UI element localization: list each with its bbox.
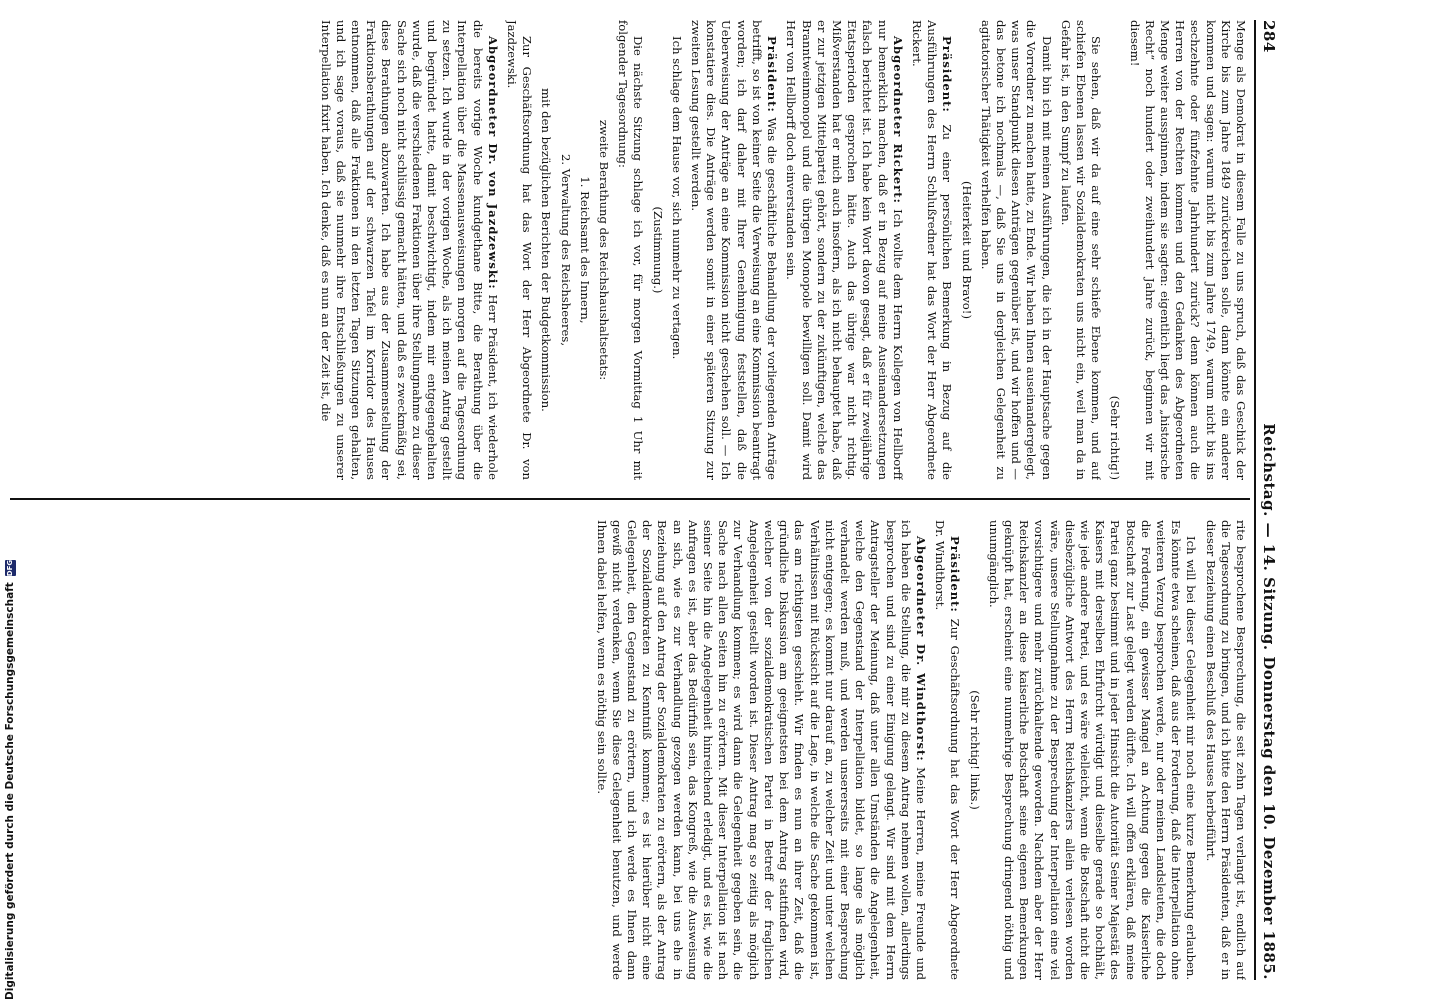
speech-text: Ich wollte dem Herrn Kollegen von Hellborff nur bemerklich machen, daß er in Bezug auf meine Auseinandersetzungen falsch berichtet ist. Ich habe kein Wort davon gesagt, daß er für zweijährige Etatsperioden gesprochen hätte. Auch das übrige war nicht richtig. Mißverstanden hat er mich auch insofern, als ich nicht behauptet habe, daß er zur jetzigen Mittelpartei gehört, sondern zu der zukünftigen, welche das Branntweinmonopol und die übrigen Monopole bewilligen soll. Damit wird Herr von Hellborff doch einverstanden sein. [784, 20, 905, 480]
speaker: Präsident: [765, 36, 780, 113]
speech [909, 20, 955, 480]
speech-text: Zu einer persönlichen Bemerkung in Bezug auf die Ausführungen des Herrn Schlußredner hat das Wort der Herr Abgeordnete Rickert. [909, 20, 955, 480]
digitization-credit [2, 559, 18, 1000]
paragraph: Menge als Demokrat in diesem Falle zu uns spruch, daß das Geschick der Kirche bis zum Jahre 1849 zurückreichen solle, dann könnte ein anderer kommen und sagen: warum nicht bis zum Jahre 1749, warum nicht bis ins sechzehnte oder fünfzehnte Jahrhundert zurück? denn können auch die Herren von der Rechten kommen und den Gedanken des Abgeordneten Menge weiter ausspinnen, indem sie sagten: eigentlich liegt das „historische Recht“ noch hundert oder zweihundert Jahre zurück, beginnen wir mit diesem! [1127, 20, 1248, 480]
paragraph: rite besprochene Besprechung, die seit zehn Tagen verlangt ist, endlich auf die Tagesordnung zu bringen, und ich bitte den Herrn Präsidenten, daß er in dieser Beziehung einen Beschluß des Hauses herbeiführt. [1203, 520, 1248, 980]
dfg-logo-icon: DFG [5, 559, 14, 577]
agenda-item: zweite Berathung des Reichshaushaltsetats: [597, 119, 612, 381]
speech-text: Herr Präsident, ich wiederhole die bereits vorige Woche kundgethane Bitte, die Berathung über die Interpellation über die Massenausweisungen morgen auf die Tagesordnung zu setzen. Ich wurde in der vorigen Woche, als ich meinen Antrag gestellt und begründet hatte, damit beschwichtigt, indem mir entgegengehalten wurde, daß die verschiedenen Fraktionen über ihre Stellungnahme zu dieser Sache sich noch nicht schlüssig gemacht hätten, und daß es zweckmäßig sei, diese Berathungen abzuwarten. Ich habe aus der Zusammenstellung der Fraktionsberathungen auf der schwarzen Tafel im Korridor des Hauses entnommen, daß alle Fraktionen in den letzten Tagen Sitzungen gehalten, und ich sage voraus, daß sie nunmehr ihre Entschließungen zu unserer Interpellation fixirt haben. Ich denke, daß es nun an der Zeit ist, die [318, 20, 500, 480]
interjection: (Sehr richtig!) [1108, 395, 1123, 480]
paragraph: Sie sehen, daß wir da auf eine sehr schiefe Ebene kommen, und auf schiefen Ebenen lassen wir Sozialdemokraten uns nicht ein, weil man da in Gefahr ist, in den Sumpf zu laufen. [1058, 20, 1104, 480]
paragraph: Damit bin ich mit meinen Ausführungen, die ich in der Hauptsache gegen die Vorredner zu machen hatte, zu Ende. Wir haben Ihnen auseinandergelegt, was unser Standpunkt diesen Anträgen gegenüber ist, und wir hoffen und — das betone ich nochmals —, daß Sie uns in dergleichen Gelegenheit zu agitatorischer Thätigkeit verhelfen haben. [978, 20, 1054, 480]
page-number: 284 [1260, 20, 1278, 53]
agenda-item: 2. Verwaltung des Reichsheeres, [558, 153, 573, 347]
agenda-item: mit den bezüglichen Berichten der Budgetkommission. [539, 88, 554, 412]
speaker: Präsident: [948, 536, 963, 613]
speech [593, 520, 927, 980]
credit-text: Digitalisierung gefördert durch die Deutsche Forschungsgemeinschaft [4, 582, 16, 1000]
speech [783, 20, 905, 480]
interjection: (Sehr richtig! links.) [967, 690, 982, 810]
speech-text: Was die geschäftliche Behandlung der vorliegenden Anträge betrifft, so ist von keiner Seite die Verweisung an eine Kommission beantragt worden; ich darf daher mit Ihrer Genehmigung feststellen, daß die Ueberweisung der Anträge an eine Kommission nicht geschehen soll. — Ich konstatiere dies. Die Anträge werden somit in einer späteren Sitzung zur zweiten Lesung gestellt werden. [689, 20, 780, 480]
header-rule [1254, 20, 1256, 980]
paragraph: Ich will bei dieser Gelegenheit mir noch eine kurze Bemerkung erlauben. Es könnte etwa scheinen, daß aus der Forderung, daß die Interpellation ohne weiteren Verzug besprochen werde, nur oder meinen Landsleuten, die doch die Forderung, ein gewisser Mangel an Achtung gegen die Kaiserliche Botschaft zur Last gelegt werden dürfte. Ich will offen erklären, daß meine Partei ganz bestimmt und in jeder Hinsicht die Autorität Seiner Majestät des Kaisers mit derselben Ehrfurcht würdigt und dieselbe gerade so hochhält, wie jede andere Partei, und es wäre vielleicht, wenn die Botschaft nicht die diesbezügliche Antwort des Herrn Reichskanzlers allein verlesen worden wäre, unsere Stellungnahme zu der Besprechung der Interpellation eine viel vorsichtigere und mehr zurückhaltende geworden. Nachdem aber der Herr Reichskanzler an diese kaiserliche Botschaft seine eigenen Bemerkungen geknüpft hat, erscheint eine nunmehrige Besprechung dringend nöthig und unumgänglich. [986, 520, 1199, 980]
paragraph: Die nächste Sitzung schlage ich vor, für morgen Vormittag 1 Uhr mit folgender Tagesordnung: [616, 20, 646, 480]
page-header [1258, 20, 1280, 980]
speech [932, 520, 962, 980]
speech [317, 20, 499, 480]
speech-text: Zur Geschäftsordnung hat das Wort der Herr Abgeordnete Dr. Windthorst. [933, 520, 963, 980]
speaker: Präsident: [940, 36, 955, 113]
page-title: Reichstag. — 14. Sitzung. Donnerstag den 10. Dezember 1885. [1260, 423, 1278, 980]
interjection: (Zustimmung.) [650, 206, 665, 294]
speaker: Abgeordneter Rickert: [890, 36, 905, 204]
speaker: Abgeordneter Dr. von Jazdzewski: [485, 36, 500, 290]
left-column [10, 20, 1248, 480]
paragraph: Zur Geschäftsordnung hat das Wort der Herr Abgeordnete Dr. von Jazdzewski. [505, 20, 535, 480]
speech-text: Meine Herren, meine Freunde und ich haben die Stellung, die mir zu diesem Antrag nehmen wollen, allerdings besprochen und sind zu einer Einigung gelangt. Wir sind mit dem Herrn Antragsteller der Meinung, daß unter allen Umständen die Angelegenheit, welche den Gegenstand der Interpellation bildet, so lange als möglich verhandelt werden muß, und werden unsererseits mit einer Besprechung nicht entgegen; es kommt nur darauf an, zu welcher Zeit und unter welchen Verhältnissen mit Rücksicht auf die Lage, in welche die Sache gekommen ist, das am richtigsten geschieht. Wir finden es nun an ihrer Zeit, daß die gründliche Diskussion am geeignetsten bei dem Antrag stattfinden wird, welcher von der sozialdemokratischen Partei in Betreff der fraglichen Angelegenheit gestellt worden ist. Dieser Antrag mag so zeitig als möglich zur Verhandlung kommen; es wird dann die Gelegenheit gegeben sein, die Sache nach allen Seiten hin zu erörtern. Mit dieser Interpellation ist nach seiner Seite hin die Angelegenheit hinreichend erledigt, und es ist, wie die Anfragen es ist, aber das Bedürfniß sein, das Kongreß, wie die Ausweisung an sich, wie es zur Verhandlung gezogen werden kann, bei uns ehe in Beziehung auf den Antrag der Sozialdemokraten zu erörtern, als der Antrag der Sozialdemokraten zu Kenntniß kommen; es ist hierüber nicht eine Gelegenheit, den Gegenstand zu erörtern, und ich werde es Ihnen dann gewiß nicht verdenken, wenn Sie diese Gelegenheit benutzen, und werde Ihnen dabei helfen, wenn es nöthig sein sollte. [594, 520, 928, 980]
right-column [10, 520, 1248, 980]
column-separator [10, 498, 1250, 500]
paragraph: Ich schlage dem Hause vor, sich nunmehr zu vertagen. [669, 36, 684, 360]
speech [688, 20, 779, 480]
interjection: (Heiterkeit und Bravo!) [959, 181, 974, 319]
agenda-item: 1. Reichsamt des Innern, [577, 176, 592, 324]
speaker: Abgeordneter Dr. Windthorst: [913, 536, 928, 762]
